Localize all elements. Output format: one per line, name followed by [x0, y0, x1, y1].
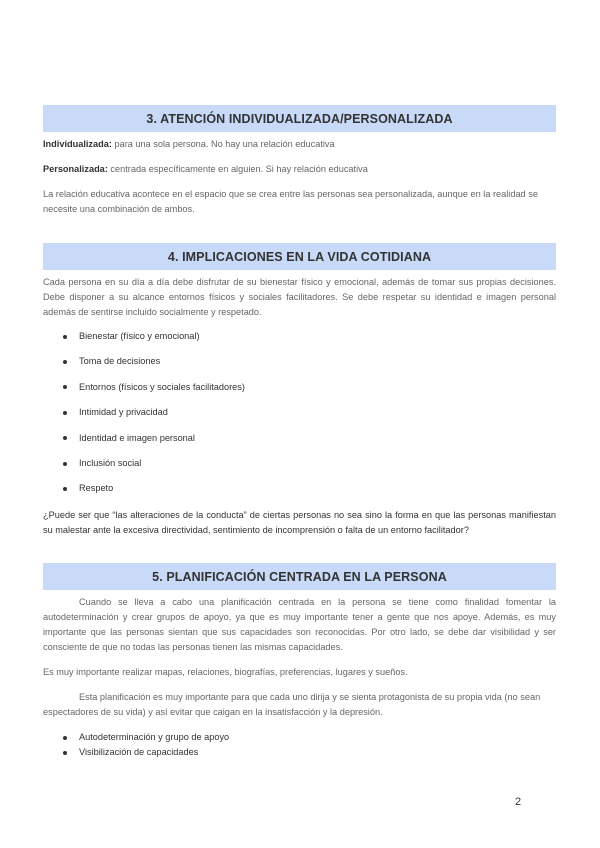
section-4-paragraph: Cada persona en su día a día debe disfrutar de su bienestar físico y emocional, además de tomar sus propias decisiones. Debe disponer a su alcance entornos físicos y sociales facilitadores. Se debe respetar su identidad e imagen personal además de sentirse incluido socialmente y respetado. — [43, 277, 556, 317]
section-4-question: ¿Puede ser que “las alteraciones de la conducta” de ciertas personas no sea sino la forma en que las personas manifiestan su malestar ante la excesiva directividad, sentimiento de incomprensión o falta de un entorno facilitador? — [43, 510, 556, 535]
section-3-paragraph: La relación educativa acontece en el espacio que se crea entre las personas sea personalizada, aunque en la realidad se necesite una combinación de ambos. — [43, 189, 538, 214]
definition-individualizada — [43, 137, 556, 152]
list-item: Bienestar (físico y emocional) — [43, 324, 556, 349]
section-5-bullet-list — [43, 730, 556, 760]
list-item: Entornos (físicos y sociales facilitadores) — [43, 375, 556, 400]
section-5-heading: 5. PLANIFICACIÓN CENTRADA EN LA PERSONA — [43, 563, 556, 590]
definition-term: Individualizada: — [43, 139, 112, 149]
list-item: Respeto — [43, 476, 556, 501]
section-4-bullet-list — [43, 324, 556, 502]
list-item: Intimidad y privacidad — [43, 400, 556, 425]
list-item: Toma de decisiones — [43, 349, 556, 374]
list-item: Inclusión social — [43, 451, 556, 476]
list-item: Autodeterminación y grupo de apoyo — [43, 730, 556, 745]
section-5-paragraph-2: Es muy importante realizar mapas, relaciones, biografías, preferencias, lugares y sueños. — [43, 667, 408, 677]
section-5-paragraph-3: Esta planificación es muy importante para que cada uno dirija y se sienta protagonista de su propia vida (no sean espectadores de su vida) y así evitar que caigan en la insatisfacción y la depresión. — [43, 692, 541, 717]
list-item: Identidad e imagen personal — [43, 426, 556, 451]
list-item: Visibilización de capacidades — [43, 745, 556, 760]
definition-term: Personalizada: — [43, 164, 108, 174]
section-5-paragraph-1: Cuando se lleva a cabo una planificación centrada en la persona se tiene como finalidad fomentar la autodeterminación y crear grupos de apoyo, ya que es muy importante tener a gente que nos apoye. Además, es muy importante que las personas sientan que sus capacidades son reconocidas. Por otro lado, se debe dar visibilidad y ser consciente de que no todas las personas tienen las mismas capacidades. — [43, 597, 556, 652]
section-3-heading: 3. ATENCIÓN INDIVIDUALIZADA/PERSONALIZADA — [43, 105, 556, 132]
definition-text: para una sola persona. No hay una relación educativa — [111, 139, 335, 149]
definition-text: centrada específicamente en alguien. Si hay relación educativa — [107, 164, 368, 174]
section-4-heading: 4. IMPLICACIONES EN LA VIDA COTIDIANA — [43, 243, 556, 270]
page-number: 2 — [515, 796, 522, 808]
definition-personalizada — [43, 162, 556, 177]
